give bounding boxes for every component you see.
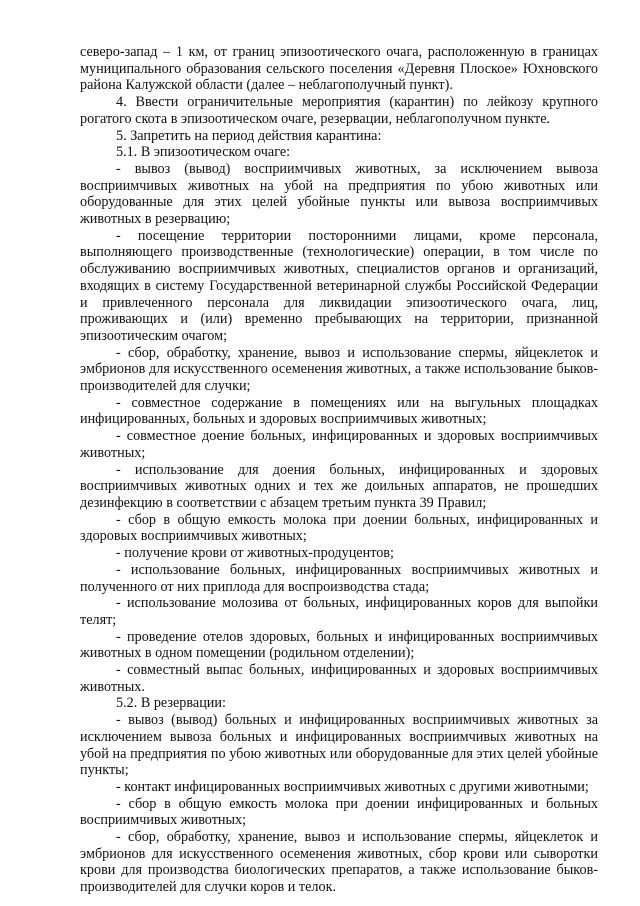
section-heading: 5.2. В резервации:	[116, 695, 226, 712]
list-item: - посещение территории посторонними лицами, кроме персонала, выполняющего производственные (технологические) операции, в том числе по обслуживанию восприимчивых животных, специалистов органов и организаций, входящих в систему Государственной ветеринарной службы Российской Федерации и привлеченного персонала для ликвидации эпизоотического очага, лиц, проживающих и (или) временно пребывающих на территории, признанной эпизоотическим очагом;	[80, 227, 598, 344]
list-item: - использование больных, инфицированных восприимчивых животных и полученного от них приплода для воспроизводства стада;	[80, 561, 598, 595]
list-item: - сбор в общую емкость молока при доении инфицированных и больных восприимчивых животных;	[80, 795, 598, 829]
section-heading: 5.1. В эпизоотическом очаге:	[116, 144, 291, 161]
list-item: - совместное доение больных, инфицированных и здоровых восприимчивых животных;	[80, 428, 598, 461]
list-item: - контакт инфицированных восприимчивых животных с другими животными;	[116, 778, 589, 795]
list-item: - сбор в общую емкость молока при доении больных, инфицированных и здоровых восприимчивых животных;	[80, 511, 598, 545]
list-item: - вывоз (вывод) восприимчивых животных, за исключением вывоза восприимчивых животных на убой на предприятия по убою животных или оборудованные для этих целей убойные пункты или вывоза восприимчивых животных в резервацию;	[80, 160, 598, 228]
paragraph: 4. Ввести ограничительные мероприятия (карантин) по лейкозу крупного рогатого скота в эпизоотическом очаге, резервации, неблагополучном пункте.	[80, 94, 598, 127]
list-item: - сбор, обработку, хранение, вывоз и использование спермы, яйцеклеток и эмбрионов для искусственного осеменения животных, а также использование быков-производителей для случки;	[80, 344, 598, 395]
list-item: - сбор, обработку, хранение, вывоз и использование спермы, яйцеклеток и эмбрионов для искусственного осеменения животных, сбор крови или сыворотки крови для производства биологических препаратов, а также использование быков-производителей для случки коров и телок.	[80, 829, 598, 896]
paragraph: северо-запад – 1 км, от границ эпизоотического очага, расположенную в границах муниципального образования сельского поселения «Деревня Плоское» Юхновского района Калужской области (далее – неблагополучный пункт).	[80, 44, 598, 94]
list-item: - проведение отелов здоровых, больных и инфицированных восприимчивых животных в одном помещении (родильном отделении);	[80, 628, 598, 662]
list-item: - совместный выпас больных, инфицированных и здоровых восприимчивых животных.	[80, 662, 598, 695]
paragraph: 5. Запретить на период действия карантина:	[116, 127, 382, 144]
list-item: - совместное содержание в помещениях или на выгульных площадках инфицированных, больных и здоровых восприимчивых животных;	[80, 394, 598, 428]
list-item: - вывоз (вывод) больных и инфицированных восприимчивых животных за исключением вывоза больных и инфицированных восприимчивых животных на убой на предприятия по убою животных или оборудованные для этих целей убойные пункты;	[80, 712, 598, 779]
list-item: - использование для доения больных, инфицированных и здоровых восприимчивых животных одних и тех же доильных аппаратов, не прошедших дезинфекцию в соответствии с абзацем третьим пункта 39 Правил;	[80, 461, 598, 511]
list-item: - получение крови от животных-продуцентов;	[116, 545, 394, 562]
list-item: - использование молозива от больных, инфицированных коров для выпойки телят;	[80, 595, 598, 628]
